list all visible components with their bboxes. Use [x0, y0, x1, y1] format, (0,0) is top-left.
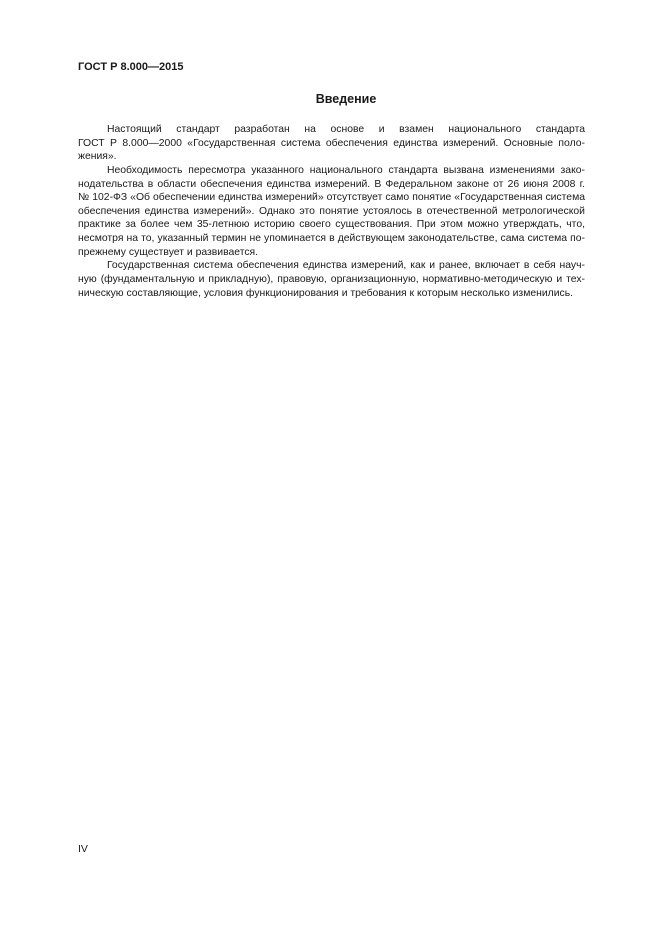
paragraph	[78, 259, 585, 300]
text-line: нодательства в области обеспечения единства измерений. В Федеральном законе от 26 июня 2008 г.	[78, 178, 585, 190]
text-line: ГОСТ Р 8.000—2000 «Государственная система обеспечения единства измерений. Основные поло-	[78, 137, 585, 149]
text-line: ную (фундаментальную и прикладную), правовую, организационную, нормативно-методическую и тех-	[78, 274, 585, 286]
text-line: Государственная система обеспечения единства измерений, как и ранее, включает в себя науч-	[107, 260, 585, 272]
text-line: жения».	[78, 151, 117, 163]
text-line: обеспечения единства измерений». Однако это понятие устоялось в отечественной метрологической	[78, 205, 585, 217]
text-line: ническую составляющие, условия функционирования и требования к которым несколько изменились.	[78, 287, 574, 299]
text-line: Необходимость пересмотра указанного национального стандарта вызвана изменениями зако-	[107, 164, 585, 176]
paragraph	[78, 123, 585, 164]
document-header: ГОСТ Р 8.000—2015	[78, 61, 184, 73]
text-line: № 102-ФЗ «Об обеспечении единства измерений» отсутствует само понятие «Государственная система	[78, 192, 585, 204]
text-line: несмотря на то, указанный термин не упоминается в действующем законодательстве, сама система по-	[78, 233, 585, 245]
document-body	[78, 123, 585, 300]
section-title: Введение	[315, 92, 377, 106]
paragraph	[78, 164, 585, 259]
text-line: Настоящий стандарт разработан на основе и взамен национального стандарта	[107, 124, 585, 135]
text-line: практике за более чем 35-летнюю историю своего существования. При этом можно утверждать, что,	[78, 219, 585, 231]
page-number: IV	[78, 843, 88, 855]
text-line: прежнему существует и развивается.	[78, 246, 259, 258]
